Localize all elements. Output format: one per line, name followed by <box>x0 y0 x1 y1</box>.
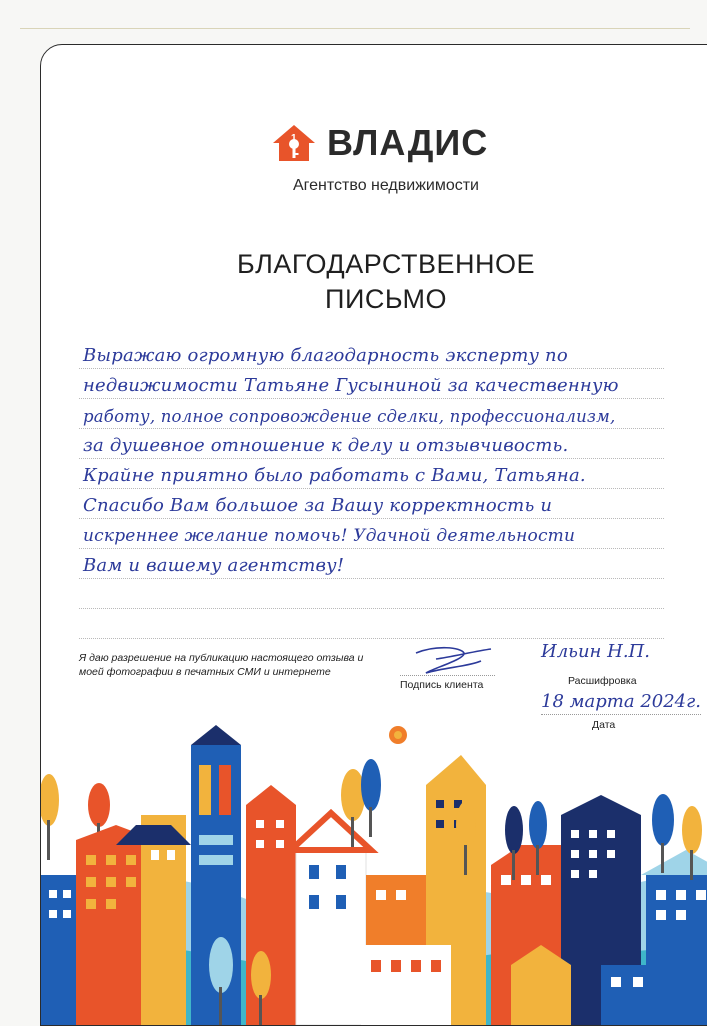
letter-line <box>79 489 664 519</box>
page-title <box>41 247 707 317</box>
title-line-1: БЛАГОДАРСТВЕННОЕ <box>236 249 536 279</box>
letter-line-text: работу, полное сопровождение сделки, профессионализм, <box>83 407 616 426</box>
letter-line <box>79 609 664 639</box>
letter-line-text: Спасибо Вам большое за Вашу корректность и <box>83 495 553 516</box>
letter-line <box>79 579 664 609</box>
letter-line <box>79 369 664 399</box>
letter-line-text: за душевное отношение к делу и отзывчивость. <box>83 435 569 456</box>
date-value: 18 марта 2024г. <box>541 691 701 715</box>
letter-line-text: Выражаю огромную благодарность эксперту по <box>83 345 568 366</box>
letter-line-text: искреннее желание помочь! Удачной деятельности <box>83 526 576 546</box>
letter-line <box>79 549 664 579</box>
brand-logo <box>271 123 511 163</box>
letter-line <box>79 519 664 549</box>
brand-tagline: Агентство недвижимости <box>293 177 479 194</box>
title-line-2: ПИСЬМО <box>325 284 447 314</box>
letter-line <box>79 459 664 489</box>
signature-decode-value: Ильин Н.П. <box>541 641 650 662</box>
letter-line <box>79 339 664 369</box>
handwritten-letter <box>79 339 664 639</box>
signature-decode-label: Расшифровка <box>568 675 637 687</box>
brand-name: ВЛАДИС <box>327 122 489 163</box>
signature-label: Подпись клиента <box>400 675 495 691</box>
letter-line-text: Вам и вашему агентству! <box>83 555 345 576</box>
letter-line <box>79 429 664 459</box>
letter-line <box>79 399 664 429</box>
letter-line-text: Крайне приятно было работать с Вами, Татьяна. <box>83 465 586 486</box>
top-rule <box>20 28 690 29</box>
house-key-icon <box>271 123 317 163</box>
date-label: Дата <box>592 719 616 731</box>
letter-line-text: недвижимости Татьяне Гусыниной за качественную <box>83 375 619 396</box>
publication-permission: Я даю разрешение на публикацию настоящего отзыва и моей фотографии в печатных СМИ и интернете <box>79 652 364 678</box>
svg-text:1: 1 <box>291 133 297 144</box>
letter-sheet <box>40 44 707 1026</box>
city-illustration <box>41 725 707 1025</box>
